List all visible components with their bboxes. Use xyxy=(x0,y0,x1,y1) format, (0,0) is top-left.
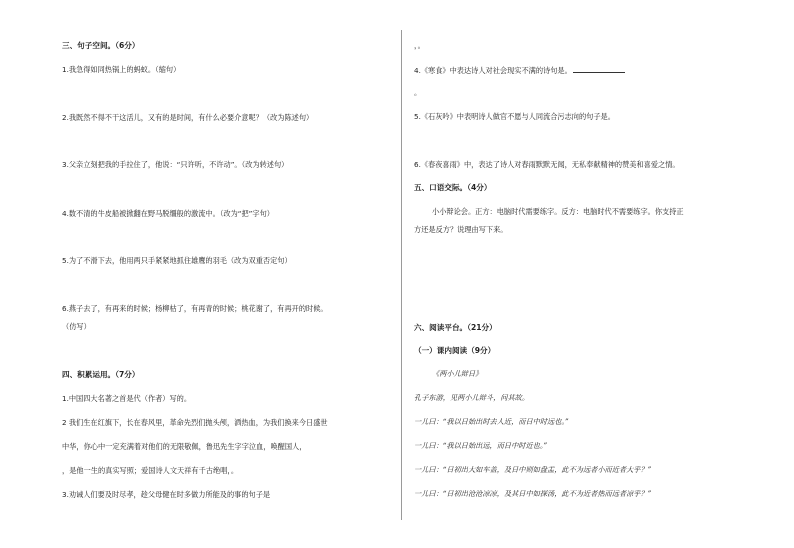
question-6: 6.《春夜喜雨》中，表达了诗人对春雨默默无闻，无私奉献精神的赞美和喜爱之情。 xyxy=(414,160,680,169)
continuation-punct: ，。 xyxy=(414,41,425,50)
section3-question-1: 1.我急得如同热锅上的蚂蚁。（缩句） xyxy=(62,65,181,74)
answer-blank[interactable] xyxy=(573,65,625,73)
passage-line-4: 一儿曰：“日初出大如车盖，及日中则如盘盂，此不为远者小而近者大乎？” xyxy=(414,465,652,474)
section5-para-2: 方还是反方？说理由写下来。 xyxy=(414,225,508,234)
question-4-text: 4.《寒食》中表达诗人对社会现实不满的诗句是。 xyxy=(414,66,572,75)
question-4 xyxy=(414,65,625,76)
section3-question-5: 5.为了不滑下去，他用两只手紧紧地抓住雄鹰的羽毛（改为双重否定句） xyxy=(62,256,292,265)
section4-question-2-cont: 中华，你心中一定充满着对他们的无限敬佩，鲁迅先生字字泣血，唤醒国人， xyxy=(62,442,307,451)
section6-heading: 六、阅读平台。（21分） xyxy=(414,323,497,332)
passage-line-1: 孔子东游，见两小儿辩斗，问其故。 xyxy=(414,393,530,402)
section3-question-2: 2.我既然不得不干这活儿，又有的是时间，有什么必要介意呢？（改为陈述句） xyxy=(62,113,314,122)
section4-question-2: 2 我们生在红旗下，长在春风里，革命先烈们抛头颅，洒热血，为我们换来今日盛世 xyxy=(62,418,328,427)
section6-subheading: （一）课内阅读（9分） xyxy=(414,346,496,355)
section3-question-6: 6.燕子去了，有再来的时候；杨柳枯了，有再青的时候；桃花谢了，有再开的时候。 xyxy=(62,304,328,313)
section4-heading: 四、积累运用。（7分） xyxy=(62,370,140,379)
section3-heading: 三、句子空间。（6分） xyxy=(62,41,140,50)
passage-line-5: 一儿曰：“日初出沧沧凉凉，及其日中如探汤，此不为近者热而远者凉乎？” xyxy=(414,489,652,498)
passage-line-2: 一儿曰：“我以日始出时去人近，而日中时远也。” xyxy=(414,417,569,426)
section4-question-1: 1.中国四大名著之首是代（作者）写的。 xyxy=(62,394,192,403)
section3-question-3: 3.父亲立刻把我的手拉住了，他说：“只许听，不许动”。（改为转述句） xyxy=(62,160,289,169)
column-divider xyxy=(401,30,402,520)
question-4-end: 。 xyxy=(414,88,422,97)
passage-line-3: 一儿曰：“我以日始出远，而日中时近也。” xyxy=(414,441,548,450)
section3-question-6-note: （仿写） xyxy=(62,322,91,331)
passage-title: 《两小儿辩日》 xyxy=(432,369,483,378)
question-5: 5.《石灰吟》中表明诗人做官不愿与人同流合污志向的句子是。 xyxy=(414,112,615,121)
section4-question-3: 3.劝诫人们要及时尽孝，趁父母健在时多做力所能及的事的句子是 xyxy=(62,490,271,499)
section5-para-1: 小小辩论会。正方：电脑时代需要练字。反方：电脑时代不需要练字。你支持正 xyxy=(432,207,684,216)
section3-question-4: 4.数不清的牛皮船被掀翻在野马脱缰般的激流中。（改为“把”字句） xyxy=(62,209,274,218)
section4-question-2-end: ，是他一生的真实写照；爱国诗人文天祥有千古绝唱，。 xyxy=(62,466,239,475)
section5-heading: 五、口语交际。（4分） xyxy=(414,183,492,192)
